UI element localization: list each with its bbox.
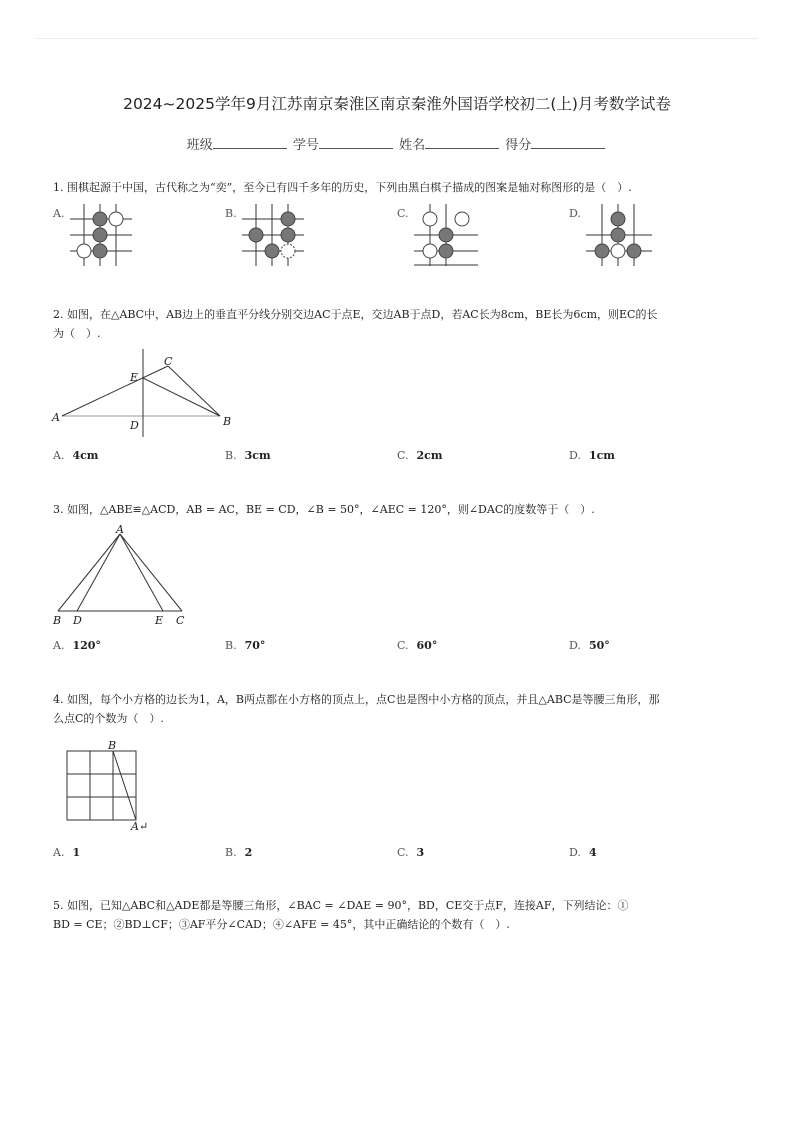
white-stone (423, 212, 437, 226)
black-stone (627, 244, 641, 258)
name-label: 姓名 (399, 138, 426, 153)
q3-option-d[interactable]: D. 50° (569, 639, 610, 652)
question-5-text-line1: 5. 如图，已知△ABC和△ADE都是等腰三角形，∠BAC = ∠DAE = 90°，BD，CE交于点F，连接AF，下列结论：① (53, 899, 629, 912)
q3-label-e: E (155, 614, 164, 627)
question-4-text-line2: 么点C的个数为（ ）. (53, 712, 164, 725)
white-stone (77, 244, 91, 258)
q1-option-d[interactable]: D. (569, 207, 581, 220)
go-pattern-c (410, 202, 482, 268)
q2-label-b: B (223, 415, 232, 428)
class-label: 班级 (186, 138, 213, 153)
black-stone (93, 212, 107, 226)
black-stone (439, 228, 453, 242)
white-stone (455, 212, 469, 226)
black-stone (93, 244, 107, 258)
name-blank[interactable] (425, 136, 499, 149)
score-label: 得分 (505, 138, 532, 153)
white-stone (423, 244, 437, 258)
q4-option-c[interactable]: C. 3 (397, 846, 425, 859)
question-1 (53, 178, 743, 197)
question-1-text: 1. 围棋起源于中国，古代称之为“奕”，至今已有四千多年的历史，下列由黑白棋子描成的图案是轴对称图形的是（ ）. (53, 181, 632, 194)
q2-triangle-figure (48, 345, 243, 440)
black-stone (249, 228, 263, 242)
header-rule (36, 38, 758, 39)
q2-label-c: C (164, 355, 173, 368)
student-info-line (0, 134, 794, 153)
q4-option-b[interactable]: B. 2 (225, 846, 253, 859)
q3-label-d: D (73, 614, 82, 627)
question-4 (53, 690, 743, 728)
q3-option-c[interactable]: C. 60° (397, 639, 438, 652)
q3-label-c: C (176, 614, 185, 627)
question-2-text-line2: 为（ ）. (53, 327, 101, 340)
q2-label-d: D (130, 419, 139, 432)
q4-option-d[interactable]: D. 4 (569, 846, 597, 859)
number-label: 学号 (292, 138, 319, 153)
black-stone (93, 228, 107, 242)
question-4-text-line1: 4. 如图，每个小方格的边长为1，A，B两点都在小方格的顶点上，点C也是图中小方格的顶点，并且△ABC是等腰三角形，那 (53, 693, 660, 706)
go-pattern-d (582, 202, 656, 268)
q2-option-b[interactable]: B. 3cm (225, 449, 271, 462)
number-blank[interactable] (319, 136, 393, 149)
q3-triangle-figure (48, 524, 193, 628)
q3-option-b[interactable]: B. 70° (225, 639, 266, 652)
q2-label-a: A (52, 411, 60, 424)
go-pattern-b (238, 202, 308, 268)
q2-option-a[interactable]: A. 4cm (53, 449, 99, 462)
question-3-text: 3. 如图，△ABE≌△ACD，AB = AC，BE = CD，∠B = 50°，∠AEC = 120°，则∠DAC的度数等于（ ）. (53, 503, 595, 516)
q3-label-b: B (53, 614, 62, 627)
score-blank[interactable] (531, 136, 605, 149)
white-stone (109, 212, 123, 226)
q1-option-c[interactable]: C. (397, 207, 409, 220)
q3-label-a: A (116, 524, 124, 536)
question-5 (53, 896, 743, 934)
q1-option-a[interactable]: A. (53, 207, 65, 220)
black-stone (265, 244, 279, 258)
black-stone (439, 244, 453, 258)
go-pattern-a (66, 202, 136, 268)
black-stone (281, 228, 295, 242)
question-2-text-line1: 2. 如图，在△ABC中，AB边上的垂直平分线分别交边AC于点E，交边AB于点D，若AC长为8cm，BE长为6cm，则EC的长 (53, 308, 658, 321)
class-blank[interactable] (213, 136, 287, 149)
q4-grid-figure (60, 738, 155, 834)
q4-option-a[interactable]: A. 1 (53, 846, 81, 859)
page-title: 2024~2025学年9月江苏南京秦淮区南京秦淮外国语学校初二(上)月考数学试卷 (123, 95, 671, 113)
question-2 (53, 305, 743, 343)
white-stone (281, 244, 295, 258)
q4-label-a: A↵ (131, 820, 149, 833)
q2-option-c[interactable]: C. 2cm (397, 449, 443, 462)
q2-option-d[interactable]: D. 1cm (569, 449, 615, 462)
white-stone (611, 244, 625, 258)
question-5-text-line2: BD = CE；②BD⊥CF；③AF平分∠CAD；④∠AFE = 45°，其中正确结论的个数有（ ）. (53, 918, 510, 931)
q4-label-b: B (108, 739, 117, 752)
q1-option-b[interactable]: B. (225, 207, 237, 220)
black-stone (611, 228, 625, 242)
q2-label-e: E (130, 371, 139, 384)
black-stone (611, 212, 625, 226)
q3-option-a[interactable]: A. 120° (53, 639, 101, 652)
black-stone (281, 212, 295, 226)
question-3 (53, 500, 743, 519)
black-stone (595, 244, 609, 258)
